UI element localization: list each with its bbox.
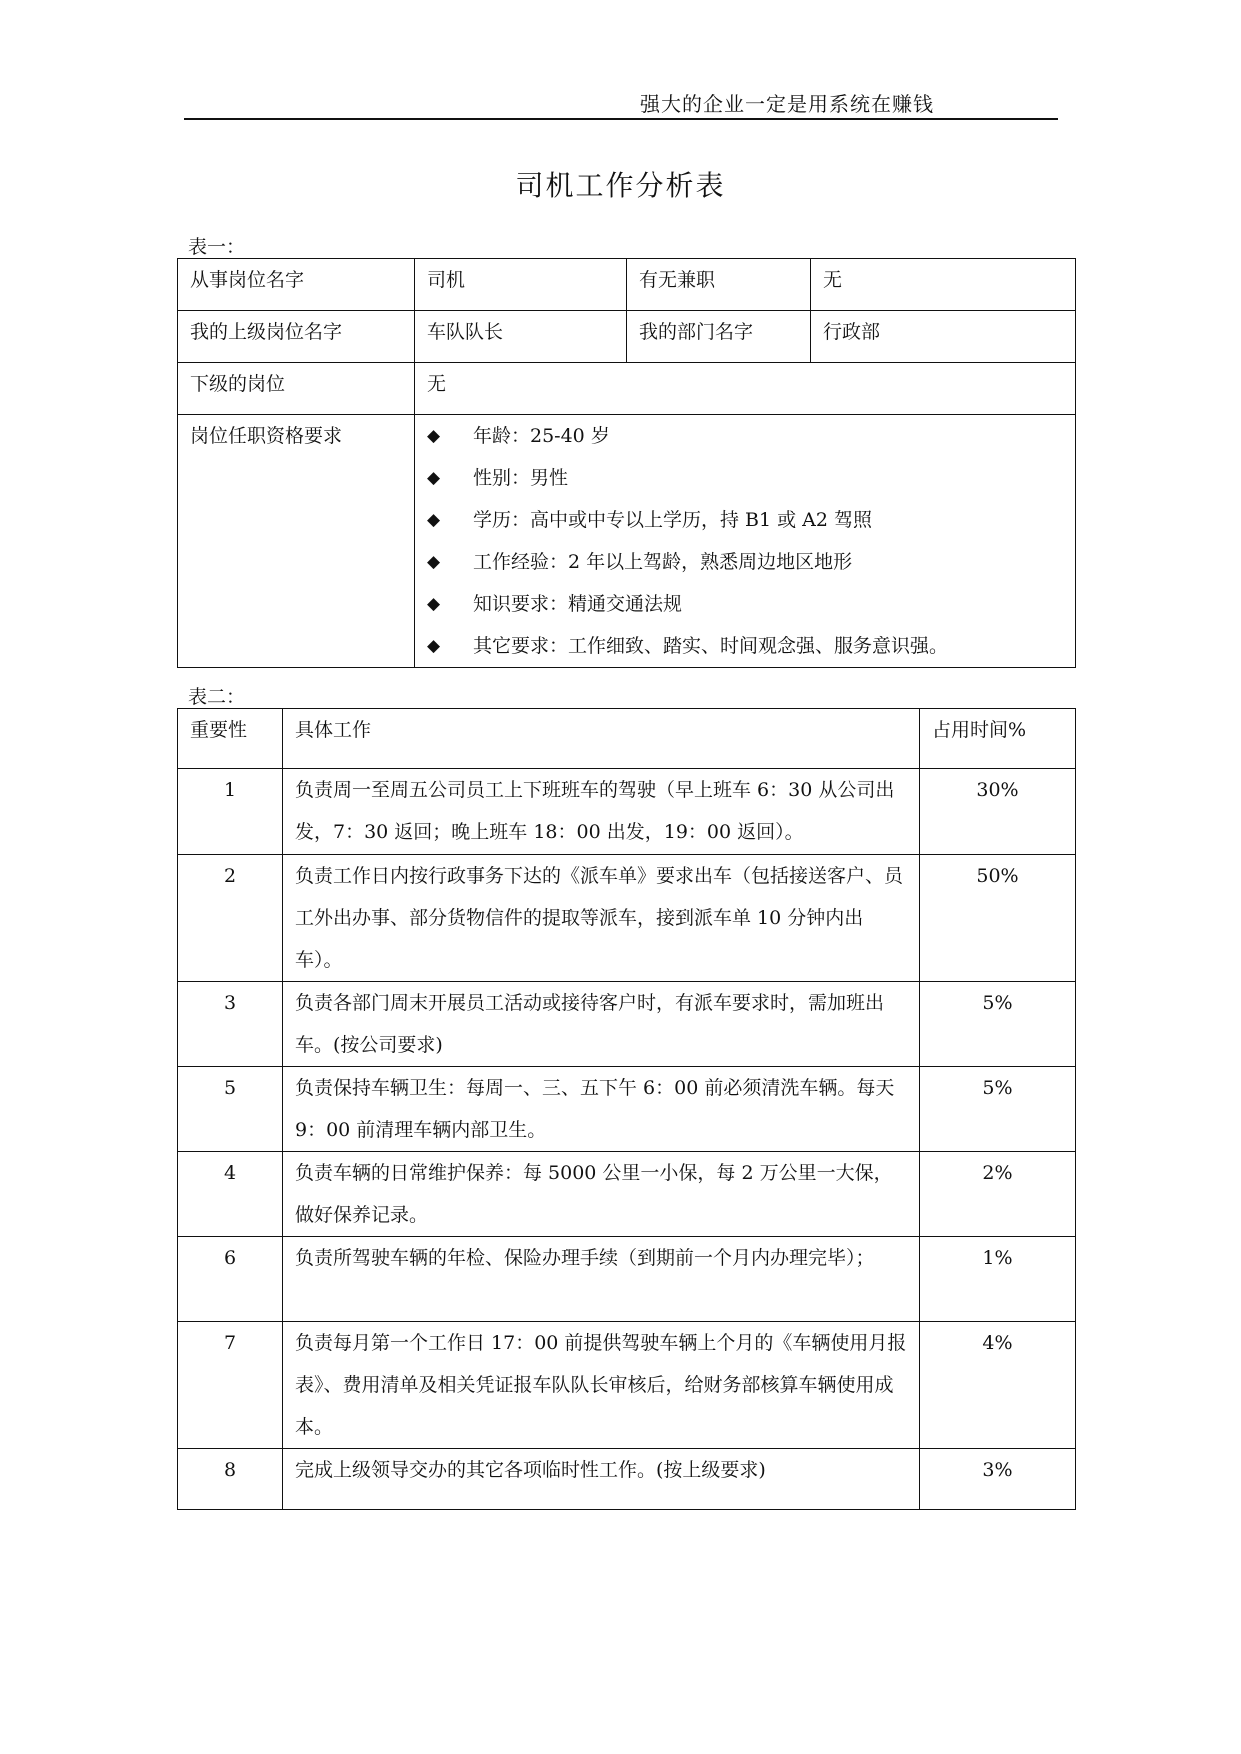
position-label: 从事岗位名字 — [178, 259, 415, 311]
document-title: 司机工作分析表 — [515, 169, 726, 202]
row-work: 负责工作日内按行政事务下达的《派车单》要求出车（包括接送客户、员工外出办事、部分货物信件的提取等派车，接到派车单 10 分钟内出车）。 — [283, 855, 920, 982]
header-importance: 重要性 — [178, 709, 283, 769]
table-row — [178, 769, 1076, 855]
parttime-label: 有无兼职 — [627, 259, 811, 311]
diamond-bullet-icon: ◆ — [427, 426, 441, 446]
row-work: 负责车辆的日常维护保养：每 5000 公里一小保，每 2 万公里一大保，做好保养记录。 — [283, 1152, 920, 1237]
qualification-item: ◆ 学历：高中或中专以上学历，持 B1 或 A2 驾照 — [427, 499, 1063, 541]
row-importance: 5 — [178, 1067, 283, 1152]
subordinate-label: 下级的岗位 — [178, 363, 415, 415]
row-work: 完成上级领导交办的其它各项临时性工作。(按上级要求) — [283, 1449, 920, 1510]
row-importance: 7 — [178, 1322, 283, 1449]
row-time: 4% — [920, 1322, 1076, 1449]
header-slogan: 强大的企业一定是用系统在赚钱 — [640, 92, 934, 116]
row-time: 5% — [920, 1067, 1076, 1152]
position-value: 司机 — [415, 259, 627, 311]
row-work: 负责各部门周末开展员工活动或接待客户时，有派车要求时，需加班出车。(按公司要求) — [283, 982, 920, 1067]
table-row — [178, 1067, 1076, 1152]
row-time: 1% — [920, 1237, 1076, 1322]
row-time: 50% — [920, 855, 1076, 982]
row-work: 负责周一至周五公司员工上下班班车的驾驶（早上班车 6：30 从公司出发，7：30 返回；晚上班车 18：00 出发，19：00 返回）。 — [283, 769, 920, 855]
supervisor-label: 我的上级岗位名字 — [178, 311, 415, 363]
table-row — [178, 855, 1076, 982]
supervisor-value: 车队队长 — [415, 311, 627, 363]
table-row — [178, 1449, 1076, 1510]
row-work: 负责每月第一个工作日 17：00 前提供驾驶车辆上个月的《车辆使用月报表》、费用清单及相关凭证报车队队长审核后，给财务部核算车辆使用成本。 — [283, 1322, 920, 1449]
row-time: 3% — [920, 1449, 1076, 1510]
diamond-bullet-icon: ◆ — [427, 636, 441, 656]
department-value: 行政部 — [811, 311, 1076, 363]
row-importance: 6 — [178, 1237, 283, 1322]
table2-caption: 表二： — [188, 686, 246, 708]
duties-table — [177, 708, 1076, 1510]
department-label: 我的部门名字 — [627, 311, 811, 363]
row-time: 30% — [920, 769, 1076, 855]
row-importance: 4 — [178, 1152, 283, 1237]
table1-caption: 表一： — [188, 236, 246, 258]
table-row — [178, 1237, 1076, 1322]
subordinate-value: 无 — [415, 363, 1076, 415]
qualification-item: ◆ 年龄：25-40 岁 — [427, 415, 1063, 457]
diamond-bullet-icon: ◆ — [427, 594, 441, 614]
row-time: 2% — [920, 1152, 1076, 1237]
parttime-value: 无 — [811, 259, 1076, 311]
row-importance: 8 — [178, 1449, 283, 1510]
qualifications-list — [415, 415, 1076, 668]
qualification-item: ◆ 其它要求：工作细致、踏实、时间观念强、服务意识强。 — [427, 625, 1063, 667]
diamond-bullet-icon: ◆ — [427, 552, 441, 572]
diamond-bullet-icon: ◆ — [427, 468, 441, 488]
table-row — [178, 1322, 1076, 1449]
header-work: 具体工作 — [283, 709, 920, 769]
header-rule — [184, 118, 1058, 120]
qualification-item: ◆ 知识要求：精通交通法规 — [427, 583, 1063, 625]
row-work: 负责保持车辆卫生：每周一、三、五下午 6：00 前必须清洗车辆。每天 9：00 前清理车辆内部卫生。 — [283, 1067, 920, 1152]
qualifications-label: 岗位任职资格要求 — [178, 415, 415, 668]
qualification-item: ◆ 性别：男性 — [427, 457, 1063, 499]
row-work: 负责所驾驶车辆的年检、保险办理手续（到期前一个月内办理完毕）； — [283, 1237, 920, 1322]
row-importance: 2 — [178, 855, 283, 982]
table-row — [178, 982, 1076, 1067]
table-row — [178, 1152, 1076, 1237]
row-importance: 3 — [178, 982, 283, 1067]
header-time: 占用时间% — [920, 709, 1076, 769]
qualification-item: ◆ 工作经验：2 年以上驾龄，熟悉周边地区地形 — [427, 541, 1063, 583]
job-info-table — [177, 258, 1076, 668]
row-time: 5% — [920, 982, 1076, 1067]
row-importance: 1 — [178, 769, 283, 855]
diamond-bullet-icon: ◆ — [427, 510, 441, 530]
